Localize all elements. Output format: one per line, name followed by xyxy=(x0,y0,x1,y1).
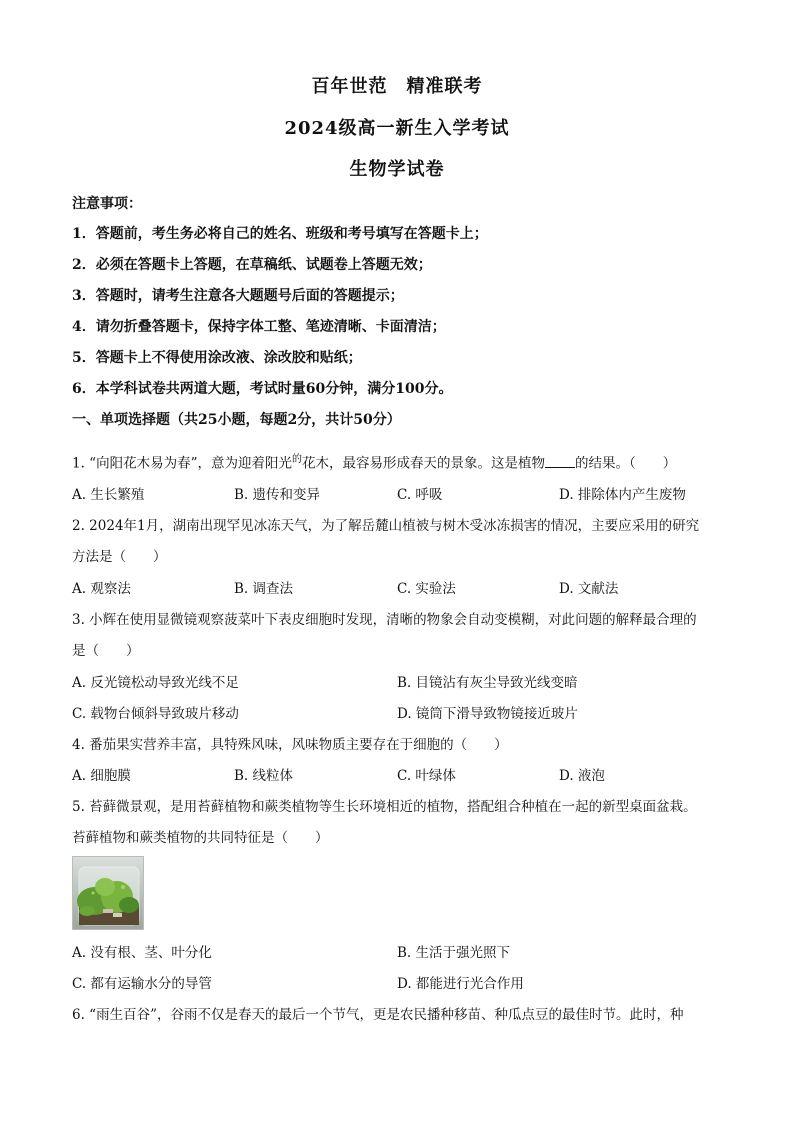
question-2-stem-line2: 方法是（ ） xyxy=(72,549,167,565)
q5-option-b: B. 生活于强光照下 xyxy=(397,945,511,961)
question-2-stem-line1: 2. 2024年1月，湖南出现罕见冰冻天气，为了解岳麓山植被与树木受冰冻损害的情况，主要应采用的研究 xyxy=(72,518,700,534)
q5-option-c: C. 都有运输水分的导管 xyxy=(72,976,212,992)
q3-option-b: B. 目镜沾有灰尘导致光线变暗 xyxy=(397,675,578,691)
q2-option-d: D. 文献法 xyxy=(559,581,619,597)
question-3-stem-line1: 3. 小辉在使用显微镜观察菠菜叶下表皮细胞时发现，清晰的物象会自动变模糊，对此问题的解释最合理的 xyxy=(72,612,697,628)
exam-name-title: 2024级高一新生入学考试 xyxy=(284,118,510,139)
q4-option-d: D. 液泡 xyxy=(559,768,605,784)
q4-option-a: A. 细胞膜 xyxy=(72,768,131,784)
q3-option-d: D. 镜筒下滑导致物镜接近玻片 xyxy=(397,706,578,722)
moss-terrarium-icon xyxy=(73,857,144,930)
question-1-stem xyxy=(72,450,676,472)
q5-option-a: A. 没有根、茎、叶分化 xyxy=(72,945,212,961)
notice-item-4: 4．请勿折叠答题卡，保持字体工整、笔迹清晰、卡面清洁； xyxy=(72,319,446,335)
q1-option-a: A. 生长繁殖 xyxy=(72,487,145,503)
notice-item-3: 3．答题时，请考生注意各大题题号后面的答题提示； xyxy=(72,288,404,304)
question-6-stem-line1: 6. “雨生百谷”，谷雨不仅是春天的最后一个节气，更是农民播种移苗、种瓜点豆的最佳时节。此时，种 xyxy=(72,1007,684,1023)
notice-item-1: 1．答题前，考生务必将自己的姓名、班级和考号填写在答题卡上； xyxy=(72,226,488,242)
question-1-stem-part-b: 花木，最容易形成春天的景象。这是植物 xyxy=(301,455,545,472)
q4-option-c: C. 叶绿体 xyxy=(397,768,456,784)
exam-union-title: 百年世范 精准联考 xyxy=(311,76,483,97)
notice-item-6: 6．本学科试卷共两道大题，考试时量60分钟，满分100分。 xyxy=(72,381,453,397)
q3-option-c: C. 载物台倾斜导致玻片移动 xyxy=(72,706,239,722)
question-1-stem-part-a: 1. “向阳花木易为春”，意为迎着阳光 xyxy=(72,455,292,472)
notice-item-2: 2．必须在答题卡上答题，在草稿纸、试题卷上答题无效； xyxy=(72,257,432,273)
q2-option-a: A. 观察法 xyxy=(72,581,131,597)
q4-option-b: B. 线粒体 xyxy=(234,768,294,784)
notice-heading: 注意事项： xyxy=(72,196,142,212)
q3-option-a: A. 反光镜松动导致光线不足 xyxy=(72,675,239,691)
question-5-stem-line1: 5. 苔藓微景观，是用苔藓植物和蕨类植物等生长环境相近的植物，搭配组合种植在一起的新型桌面盆栽。 xyxy=(72,799,697,815)
subject-title: 生物学试卷 xyxy=(349,159,445,180)
section-heading: 一、单项选择题（共25小题，每题2分，共计50分） xyxy=(72,412,401,428)
q5-option-d: D. 都能进行光合作用 xyxy=(397,976,524,992)
question-1-stem-part-c: 的结果。（ ） xyxy=(574,455,677,472)
answer-blank xyxy=(545,455,575,468)
question-1-stem-sup: 的 xyxy=(291,454,302,465)
question-4-stem: 4. 番茄果实营养丰富，具特殊风味，风味物质主要存在于细胞的（ ） xyxy=(72,737,508,753)
q2-option-c: C. 实验法 xyxy=(397,581,456,597)
q1-option-b: B. 遗传和变异 xyxy=(234,487,321,503)
notice-item-5: 5．答题卡上不得使用涂改液、涂改胶和贴纸； xyxy=(72,350,362,366)
q1-option-c: C. 呼吸 xyxy=(397,487,443,503)
q2-option-b: B. 调查法 xyxy=(234,581,294,597)
question-5-stem-line2: 苔藓植物和蕨类植物的共同特征是（ ） xyxy=(72,830,329,846)
moss-terrarium-photo xyxy=(72,856,144,930)
q1-option-d: D. 排除体内产生废物 xyxy=(559,487,686,503)
question-3-stem-line2: 是（ ） xyxy=(72,643,140,659)
